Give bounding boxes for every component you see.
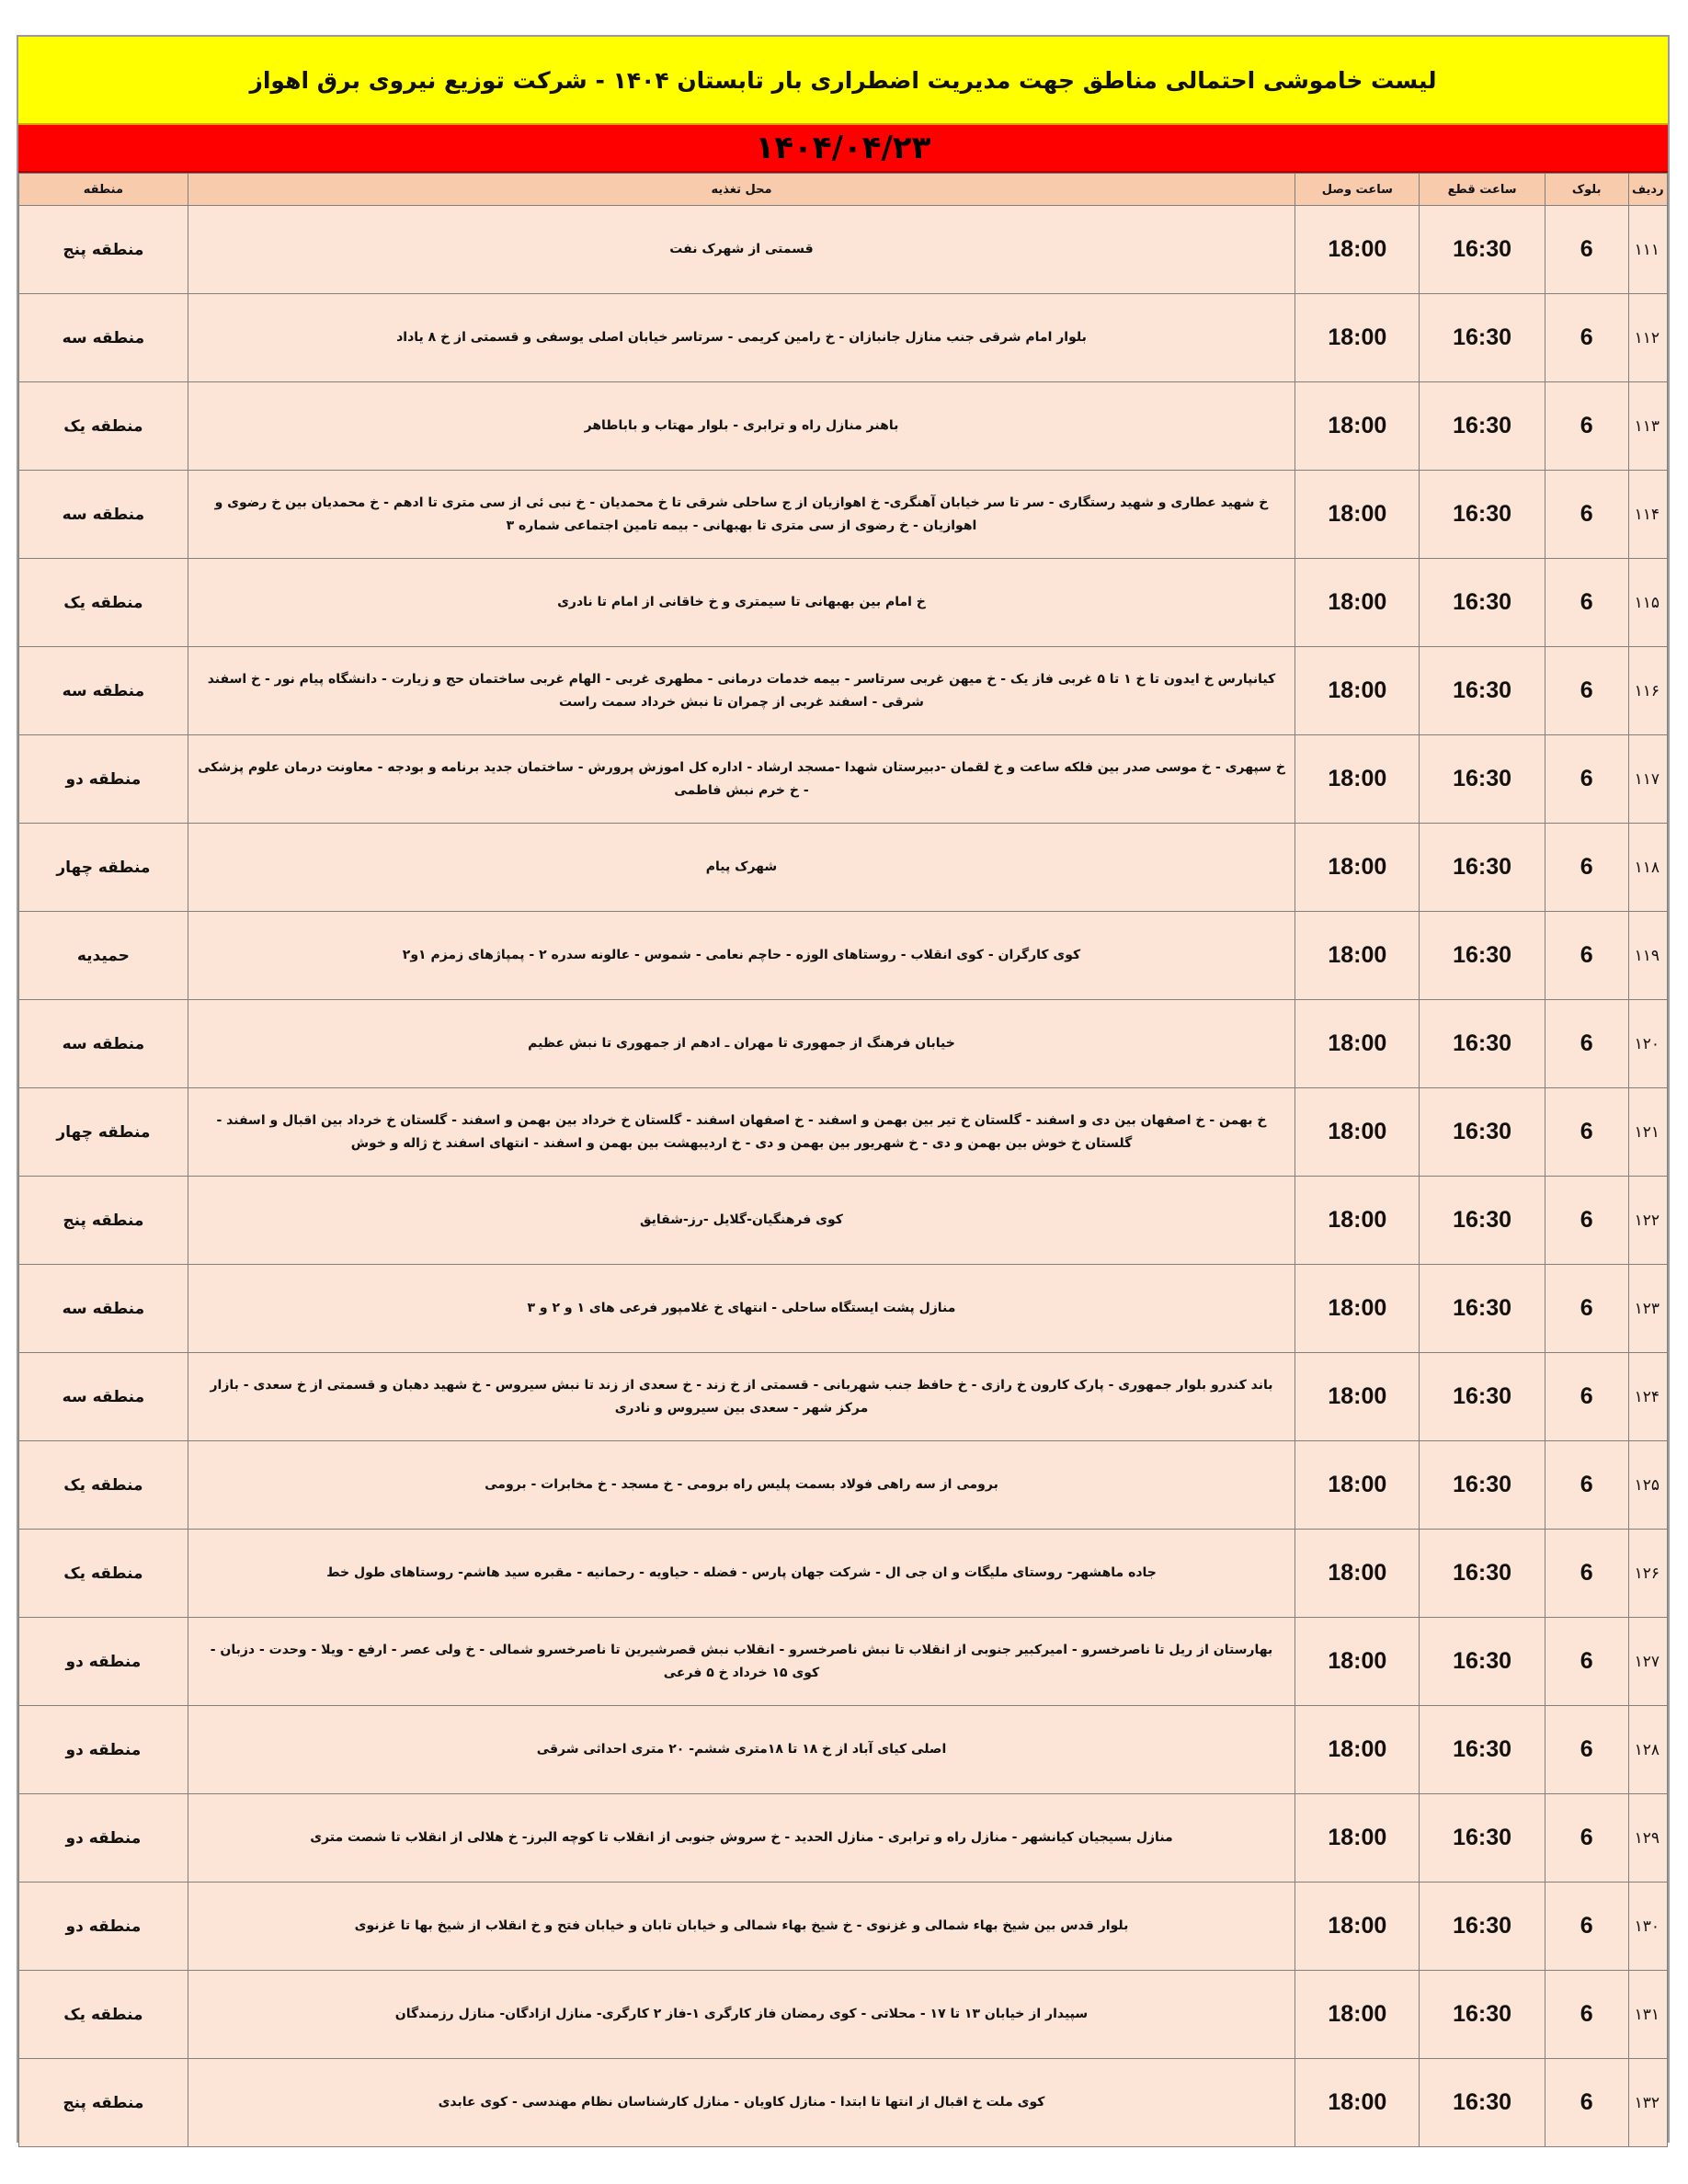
connect-time-cell: 18:00 bbox=[1295, 1530, 1420, 1618]
row-number-cell: ۱۱۳ bbox=[1628, 382, 1667, 471]
table-row bbox=[19, 824, 1668, 912]
block-cell: 6 bbox=[1545, 1618, 1628, 1706]
cut-time-cell: 16:30 bbox=[1420, 735, 1545, 824]
cut-time-cell: 16:30 bbox=[1420, 2059, 1545, 2147]
table-row bbox=[19, 735, 1668, 824]
feed-location-cell: منازل بسیجیان کیانشهر - منازل راه و ترابری - منازل الحدید - خ سروش جنوبی از انقلاب تا کوچه البرز- خ هلالی از انقلاب تا شصت متری bbox=[188, 1794, 1295, 1883]
region-cell: منطقه سه bbox=[19, 647, 188, 735]
block-cell: 6 bbox=[1545, 1177, 1628, 1265]
feed-location-cell: باند کندرو بلوار جمهوری - پارک کارون خ رازی - خ حافظ جنب شهربانی - قسمتی از خ زند - خ سعدی از زند تا نبش سیروس - خ شهید دهبان و قسمتی از خ سعدی - بازار مرکز شهر - سعدی بین سیروس و نادری bbox=[188, 1353, 1295, 1441]
row-number-cell: ۱۲۵ bbox=[1628, 1441, 1667, 1530]
cut-time-cell: 16:30 bbox=[1420, 1441, 1545, 1530]
region-cell: منطقه سه bbox=[19, 1265, 188, 1353]
table-row bbox=[19, 206, 1668, 294]
feed-location-cell: برومی از سه راهی فولاد بسمت پلیس راه برومی - خ مسجد - خ مخابرات - برومی bbox=[188, 1441, 1295, 1530]
table-header-row bbox=[19, 174, 1668, 206]
connect-time-cell: 18:00 bbox=[1295, 206, 1420, 294]
region-cell: منطقه پنج bbox=[19, 206, 188, 294]
feed-location-cell: شهرک پیام bbox=[188, 824, 1295, 912]
table-row bbox=[19, 1971, 1668, 2059]
region-cell: منطقه چهار bbox=[19, 824, 188, 912]
feed-location-cell: قسمتی از شهرک نفت bbox=[188, 206, 1295, 294]
connect-time-cell: 18:00 bbox=[1295, 912, 1420, 1000]
block-cell: 6 bbox=[1545, 206, 1628, 294]
region-cell: منطقه دو bbox=[19, 1883, 188, 1971]
region-cell: حمیدیه bbox=[19, 912, 188, 1000]
row-number-cell: ۱۱۶ bbox=[1628, 647, 1667, 735]
table-row bbox=[19, 1794, 1668, 1883]
connect-time-cell: 18:00 bbox=[1295, 1265, 1420, 1353]
feed-location-cell: بلوار قدس بین شیخ بهاء شمالی و غزنوی - خ شیخ بهاء شمالی و خیابان تابان و خیابان فتح و خ انقلاب از شیخ بها تا غزنوی bbox=[188, 1883, 1295, 1971]
feed-location-cell: اصلی کیای آباد از خ ۱۸ تا ۱۸متری ششم- ۲۰ متری احداثی شرقی bbox=[188, 1706, 1295, 1794]
row-number-cell: ۱۲۶ bbox=[1628, 1530, 1667, 1618]
header-row-number: ردیف bbox=[1628, 174, 1667, 206]
block-cell: 6 bbox=[1545, 1794, 1628, 1883]
cut-time-cell: 16:30 bbox=[1420, 1088, 1545, 1177]
connect-time-cell: 18:00 bbox=[1295, 1088, 1420, 1177]
table-row bbox=[19, 647, 1668, 735]
region-cell: منطقه سه bbox=[19, 1000, 188, 1088]
feed-location-cell: باهنر منازل راه و ترابری - بلوار مهتاب و باباطاهر bbox=[188, 382, 1295, 471]
region-cell: منطقه سه bbox=[19, 471, 188, 559]
row-number-cell: ۱۳۰ bbox=[1628, 1883, 1667, 1971]
row-number-cell: ۱۲۹ bbox=[1628, 1794, 1667, 1883]
row-number-cell: ۱۱۱ bbox=[1628, 206, 1667, 294]
table-row bbox=[19, 471, 1668, 559]
block-cell: 6 bbox=[1545, 735, 1628, 824]
connect-time-cell: 18:00 bbox=[1295, 824, 1420, 912]
block-cell: 6 bbox=[1545, 1088, 1628, 1177]
feed-location-cell: خ سپهری - خ موسی صدر بین فلکه ساعت و خ لقمان -دبیرستان شهدا -مسجد ارشاد - اداره کل اموزش پرورش - ساختمان جدید برنامه و بودجه - معاونت درمان علوم پزشکی - خ خرم نبش فاطمی bbox=[188, 735, 1295, 824]
region-cell: منطقه یک bbox=[19, 559, 188, 647]
region-cell: منطقه سه bbox=[19, 294, 188, 382]
connect-time-cell: 18:00 bbox=[1295, 1971, 1420, 2059]
connect-time-cell: 18:00 bbox=[1295, 647, 1420, 735]
block-cell: 6 bbox=[1545, 647, 1628, 735]
connect-time-cell: 18:00 bbox=[1295, 1353, 1420, 1441]
cut-time-cell: 16:30 bbox=[1420, 1000, 1545, 1088]
cut-time-cell: 16:30 bbox=[1420, 1971, 1545, 2059]
feed-location-cell: بهارستان از ریل تا ناصرخسرو - امیرکبیر جنوبی از انقلاب تا نبش ناصرخسرو - انقلاب نبش قصرشیرین تا ناصرخسرو شمالی - خ ولی عصر - ارفع - ویلا - وحدت - دزبان - کوی ۱۵ خرداد خ ۵ فرعی bbox=[188, 1618, 1295, 1706]
row-number-cell: ۱۲۱ bbox=[1628, 1088, 1667, 1177]
feed-location-cell: سپیدار از خیابان ۱۳ تا ۱۷ - محلاتی - کوی رمضان فاز کارگری ۱-فاز ۲ کارگری- منازل ازادگان- منازل رزمندگان bbox=[188, 1971, 1295, 2059]
header-block: بلوک bbox=[1545, 174, 1628, 206]
connect-time-cell: 18:00 bbox=[1295, 471, 1420, 559]
feed-location-cell: خ شهید عطاری و شهید رستگاری - سر تا سر خیابان آهنگری- خ اهوازیان از ج ساحلی شرقی تا خ محمدیان - خ نبی ئی از سی متری تا ادهم - خ محمدیان بین خ رضوی و اهوازیان - خ رضوی از سی متری تا بهبهانی - بیمه تامین اجتماعی شماره ۳ bbox=[188, 471, 1295, 559]
table-row bbox=[19, 559, 1668, 647]
table-row bbox=[19, 1618, 1668, 1706]
block-cell: 6 bbox=[1545, 1000, 1628, 1088]
cut-time-cell: 16:30 bbox=[1420, 1530, 1545, 1618]
cut-time-cell: 16:30 bbox=[1420, 1706, 1545, 1794]
table-row bbox=[19, 1883, 1668, 1971]
region-cell: منطقه دو bbox=[19, 1794, 188, 1883]
block-cell: 6 bbox=[1545, 1971, 1628, 2059]
cut-time-cell: 16:30 bbox=[1420, 647, 1545, 735]
connect-time-cell: 18:00 bbox=[1295, 1706, 1420, 1794]
row-number-cell: ۱۱۴ bbox=[1628, 471, 1667, 559]
cut-time-cell: 16:30 bbox=[1420, 559, 1545, 647]
blackout-schedule-sheet bbox=[17, 35, 1670, 2143]
region-cell: منطقه دو bbox=[19, 1618, 188, 1706]
connect-time-cell: 18:00 bbox=[1295, 1794, 1420, 1883]
block-cell: 6 bbox=[1545, 1530, 1628, 1618]
feed-location-cell: جاده ماهشهر- روستای ملیگات و ان جی ال - شرکت جهان پارس - فضله - حیاویه - رحمانیه - مقبره سید هاشم- روستاهای طول خط bbox=[188, 1530, 1295, 1618]
feed-location-cell: خ بهمن - خ اصفهان بین دی و اسفند - گلستان خ تیر بین بهمن و اسفند - خ اصفهان اسفند - گلستان خ خرداد بین بهمن و اسفند - گلستان خ خرداد بین اقبال و اسفند - گلستان خ خوش بین بهمن و دی - خ شهریور بین بهمن و دی - خ اردیبهشت بین بهمن و اسفند - انتهای اسفند خ ژاله و خوش bbox=[188, 1088, 1295, 1177]
table-row bbox=[19, 1265, 1668, 1353]
connect-time-cell: 18:00 bbox=[1295, 735, 1420, 824]
connect-time-cell: 18:00 bbox=[1295, 1883, 1420, 1971]
region-cell: منطقه یک bbox=[19, 1441, 188, 1530]
feed-location-cell: بلوار امام شرقی جنب منازل جانبازان - خ رامین کریمی - سرتاسر خیابان اصلی یوسفی و قسمتی از خ ۸ یاداد bbox=[188, 294, 1295, 382]
connect-time-cell: 18:00 bbox=[1295, 1441, 1420, 1530]
table-row bbox=[19, 382, 1668, 471]
cut-time-cell: 16:30 bbox=[1420, 382, 1545, 471]
header-cut-time: ساعت قطع bbox=[1420, 174, 1545, 206]
connect-time-cell: 18:00 bbox=[1295, 559, 1420, 647]
row-number-cell: ۱۱۹ bbox=[1628, 912, 1667, 1000]
cut-time-cell: 16:30 bbox=[1420, 471, 1545, 559]
cut-time-cell: 16:30 bbox=[1420, 1177, 1545, 1265]
cut-time-cell: 16:30 bbox=[1420, 1618, 1545, 1706]
block-cell: 6 bbox=[1545, 1706, 1628, 1794]
row-number-cell: ۱۱۷ bbox=[1628, 735, 1667, 824]
feed-location-cell: خیابان فرهنگ از جمهوری تا مهران ـ ادهم از جمهوری تا نبش عظیم bbox=[188, 1000, 1295, 1088]
cut-time-cell: 16:30 bbox=[1420, 1794, 1545, 1883]
table-row bbox=[19, 1530, 1668, 1618]
table-row bbox=[19, 1088, 1668, 1177]
table-row bbox=[19, 912, 1668, 1000]
connect-time-cell: 18:00 bbox=[1295, 1177, 1420, 1265]
table-row bbox=[19, 2059, 1668, 2147]
connect-time-cell: 18:00 bbox=[1295, 382, 1420, 471]
row-number-cell: ۱۱۲ bbox=[1628, 294, 1667, 382]
region-cell: منطقه چهار bbox=[19, 1088, 188, 1177]
block-cell: 6 bbox=[1545, 2059, 1628, 2147]
row-number-cell: ۱۲۳ bbox=[1628, 1265, 1667, 1353]
cut-time-cell: 16:30 bbox=[1420, 1353, 1545, 1441]
feed-location-cell: کوی ملت خ اقبال از انتها تا ابتدا - منازل کاویان - منازل کارشناسان نظام مهندسی - کوی عابدی bbox=[188, 2059, 1295, 2147]
connect-time-cell: 18:00 bbox=[1295, 2059, 1420, 2147]
block-cell: 6 bbox=[1545, 1353, 1628, 1441]
table-row bbox=[19, 294, 1668, 382]
blackout-table bbox=[18, 173, 1668, 2147]
cut-time-cell: 16:30 bbox=[1420, 206, 1545, 294]
region-cell: منطقه پنج bbox=[19, 2059, 188, 2147]
feed-location-cell: کوی کارگران - کوی انقلاب - روستاهای الوزه - حاچم نعامی - شموس - عالونه سدره ۲ - پمپاژهای زمزم ۱و۲ bbox=[188, 912, 1295, 1000]
block-cell: 6 bbox=[1545, 294, 1628, 382]
feed-location-cell: منازل پشت ایستگاه ساحلی - انتهای خ غلامپور فرعی های ۱ و ۲ و ۳ bbox=[188, 1265, 1295, 1353]
feed-location-cell: کیانپارس خ ایدون تا خ ۱ تا ۵ غربی فاز یک - خ میهن غربی سرتاسر - بیمه خدمات درمانی - مطهری غربی - الهام غربی ساختمان حج و زیارت - دانشگاه پیام نور - خ اسفند شرقی - اسفند غربی از چمران تا نبش خرداد سمت راست bbox=[188, 647, 1295, 735]
region-cell: منطقه یک bbox=[19, 1530, 188, 1618]
row-number-cell: ۱۲۴ bbox=[1628, 1353, 1667, 1441]
cut-time-cell: 16:30 bbox=[1420, 1883, 1545, 1971]
cut-time-cell: 16:30 bbox=[1420, 824, 1545, 912]
block-cell: 6 bbox=[1545, 1265, 1628, 1353]
feed-location-cell: خ امام بین بهبهانی تا سیمتری و خ خاقانی از امام تا نادری bbox=[188, 559, 1295, 647]
row-number-cell: ۱۳۲ bbox=[1628, 2059, 1667, 2147]
region-cell: منطقه یک bbox=[19, 382, 188, 471]
region-cell: منطقه پنج bbox=[19, 1177, 188, 1265]
block-cell: 6 bbox=[1545, 912, 1628, 1000]
connect-time-cell: 18:00 bbox=[1295, 1000, 1420, 1088]
table-row bbox=[19, 1441, 1668, 1530]
schedule-date: ۱۴۰۴/۰۴/۲۳ bbox=[18, 125, 1668, 173]
table-row bbox=[19, 1353, 1668, 1441]
row-number-cell: ۱۳۱ bbox=[1628, 1971, 1667, 2059]
block-cell: 6 bbox=[1545, 1441, 1628, 1530]
region-cell: منطقه دو bbox=[19, 1706, 188, 1794]
row-number-cell: ۱۱۵ bbox=[1628, 559, 1667, 647]
header-region: منطقه bbox=[19, 174, 188, 206]
block-cell: 6 bbox=[1545, 382, 1628, 471]
table-row bbox=[19, 1177, 1668, 1265]
table-row bbox=[19, 1706, 1668, 1794]
row-number-cell: ۱۲۷ bbox=[1628, 1618, 1667, 1706]
row-number-cell: ۱۲۸ bbox=[1628, 1706, 1667, 1794]
cut-time-cell: 16:30 bbox=[1420, 1265, 1545, 1353]
header-feed-location: محل تغذیه bbox=[188, 174, 1295, 206]
table-body bbox=[19, 206, 1668, 2147]
block-cell: 6 bbox=[1545, 559, 1628, 647]
row-number-cell: ۱۱۸ bbox=[1628, 824, 1667, 912]
row-number-cell: ۱۲۲ bbox=[1628, 1177, 1667, 1265]
feed-location-cell: کوی فرهنگیان-گلایل -رز-شقایق bbox=[188, 1177, 1295, 1265]
header-connect-time: ساعت وصل bbox=[1295, 174, 1420, 206]
cut-time-cell: 16:30 bbox=[1420, 294, 1545, 382]
cut-time-cell: 16:30 bbox=[1420, 912, 1545, 1000]
document-title: لیست خاموشی احتمالی مناطق جهت مدیریت اضطراری بار تابستان ۱۴۰۴ - شرکت توزیع نیروی برق اهواز bbox=[18, 37, 1668, 125]
region-cell: منطقه سه bbox=[19, 1353, 188, 1441]
connect-time-cell: 18:00 bbox=[1295, 1618, 1420, 1706]
row-number-cell: ۱۲۰ bbox=[1628, 1000, 1667, 1088]
block-cell: 6 bbox=[1545, 1883, 1628, 1971]
connect-time-cell: 18:00 bbox=[1295, 294, 1420, 382]
block-cell: 6 bbox=[1545, 824, 1628, 912]
table-row bbox=[19, 1000, 1668, 1088]
region-cell: منطقه دو bbox=[19, 735, 188, 824]
block-cell: 6 bbox=[1545, 471, 1628, 559]
region-cell: منطقه یک bbox=[19, 1971, 188, 2059]
